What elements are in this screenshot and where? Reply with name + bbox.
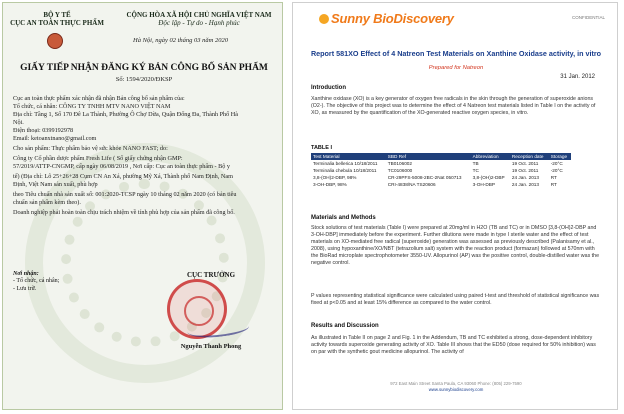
body-line: Email: ketoanxtnano@gmail.com: [13, 135, 97, 142]
table-row: 3-OH-DBP, 98% CRI-4838/NA TS20606 3-OH-DBP 24 Jan. 2013 RT: [313, 181, 557, 187]
section-heading-introduction: Introduction: [311, 85, 346, 91]
body-line: Định, Việt Nam sản xuất, phù hợp: [13, 181, 98, 188]
body-line: Doanh nghiệp phải hoàn toàn chịu trách nhiệm về tính phù hợp của sản phẩm đã công bố.: [13, 209, 235, 216]
signer-name: Nguyễn Thanh Phong: [180, 343, 242, 350]
sun-icon: [319, 14, 329, 24]
statistics-paragraph: P values representing statistical significance were calculated using paired t-test and threshold of statistical significance was fixed at p<0.05 and at least 15% difference as compared to the water control.: [311, 293, 600, 307]
signer-title: CỤC TRƯỞNG: [186, 271, 236, 279]
body-line: Địa chỉ: Tầng 1, Số 170 Đê La Thành, Phường Ô Chợ Dừa, Quận Đống Đa, Thành Phố Hà: [13, 111, 238, 118]
results-paragraph: As illustrated in Table II on page 2 and Fig. 1 in the Addendum, TB and TC exhibited a strong, dose-dependent inhibitory activity towards superoxide generating activity of XO. Table III shows that the ED50 (dose required for 50% inhibition) was on par with the synthetic gout medicine allopurinol. The activity of: [311, 335, 596, 356]
company-logo: Sunny BioDiscovery: [319, 11, 454, 26]
body-line: Cục an toàn thực phẩm xác nhận đã nhận Bản công bố sản phẩm của:: [13, 95, 185, 102]
body-line: Nội.: [13, 119, 24, 126]
section-heading-results: Results and Discussion: [311, 323, 379, 329]
body-line: Cho sản phẩm: Thực phẩm bảo vệ sức khỏe NANO FAST; do:: [13, 145, 168, 152]
ministry-emblem: [47, 33, 63, 49]
body-line: theo Tiêu chuẩn nhà sản xuất số: 001:2020-TCSP ngày 10 tháng 02 năm 2020 (có bản tiêu: [13, 191, 237, 198]
prepared-for: Prepared for Natreon: [428, 65, 484, 71]
certificate-document: [2, 2, 283, 410]
page-footer: 972 East Main Street Santa Paula, CA 93060 Phone: (805) 229-7590 www.sunnybiodiscovery.com: [390, 381, 522, 392]
recipients-list: Nơi nhận: - Tổ chức, cá nhân; - Lưu trữ.: [13, 271, 60, 292]
test-materials-table: [311, 153, 571, 188]
ministry-header: BỘ Y TẾ CỤC AN TOÀN THỰC PHẨM: [10, 11, 104, 27]
table-header-row: Test Material SBD Ref Abbreviation Reception date Storage: [311, 153, 571, 160]
issue-date: Hà Nội, ngày 02 tháng 03 năm 2020: [133, 37, 228, 44]
table-row: Terminalia bellerica 10/18/2011 TB0106002 TB 19 Oct. 2011 -20°C: [313, 160, 563, 166]
report-document: [292, 2, 618, 410]
body-line: Tổ chức, cá nhân: CÔNG TY TNHH MTV NANO VIỆT NAM: [13, 103, 171, 110]
national-motto-header: CỘNG HÒA XÃ HỘI CHỦ NGHĨA VIỆT NAM Độc lập - Tự do - Hạnh phúc: [126, 11, 272, 27]
confidential-label: CONFIDENTIAL: [571, 15, 605, 20]
certificate-title: GIẤY TIẾP NHẬN ĐĂNG KÝ BẢN CÔNG BỐ SẢN PHẨM: [20, 63, 268, 73]
body-line: chuẩn sản phẩm kèm theo).: [13, 199, 81, 206]
body-line: Điện thoại: 0399192978: [13, 127, 74, 134]
body-line: tế) (Địa chỉ: Lô 25+26+28 Cụm CN An Xá, phường Mỹ Xá, Thành phố Nam Định, Nam: [13, 173, 233, 180]
report-title: Report 581XO Effect of 4 Natreon Test Materials on Xanthine Oxidase activity, in vitro: [310, 49, 602, 58]
table-row: Terminalia chebula 10/18/2011 TC0106000 TC 19 Oct. 2011 -20°C: [313, 167, 563, 173]
registration-number: Số: 1594/2020/ĐKSP: [115, 76, 173, 83]
introduction-paragraph: Xanthine oxidase (XO) is a key generator of oxygen free radicals in the skin through the generation of superoxide anions (O2-). The objective of this project was to determine the effect of 4 Natreon test materials listed in Table I on the activity of XO, as measured by the quantification of the XO-generated reactive oxygen species, in vitro.: [311, 96, 596, 117]
table-label: TABLE I: [311, 145, 332, 151]
methods-paragraph: Stock solutions of test materials (Table I) were prepared at 20mg/ml in H2O (TB and TC) or in DMSO [3,8-(OH)2-DBP and 3-OH-DBP] immediately before the experiment. Further dilutions were made in type I sterile water and the effect of test materials on XO-mediated free radical (superoxide) generation was assessed as previously described (Palanisamy et al., 2008), using hypoxanthine/XO/NBT (tetrazolium salt) system with the reaction product (formazan) followed at 570nm with the BioRad microplate spectrophotometer 3550-UV. Allopurinol (AP) was the positive control, double-distilled water was the negative control.: [311, 225, 600, 267]
body-line: Công ty Cổ phần dược phẩm Fresh Life ( Số giấy chứng nhận GMP:: [13, 155, 183, 162]
table-row: 3,8-(OH)2-DBP, 98% CR-29PFS-5008-2BC-2Nat 050713 3,8-(OH)2-DBP 24 Jan. 2013 RT: [313, 174, 557, 180]
body-line: 57/2019/ATTP-CNGMP, cấp ngày 06/08/2019 , Nơi cấp: Cục an toàn thực phẩm - Bộ y: [13, 163, 230, 170]
section-heading-methods: Materials and Methods: [311, 215, 376, 221]
report-date: 31 Jan. 2012: [560, 74, 595, 80]
